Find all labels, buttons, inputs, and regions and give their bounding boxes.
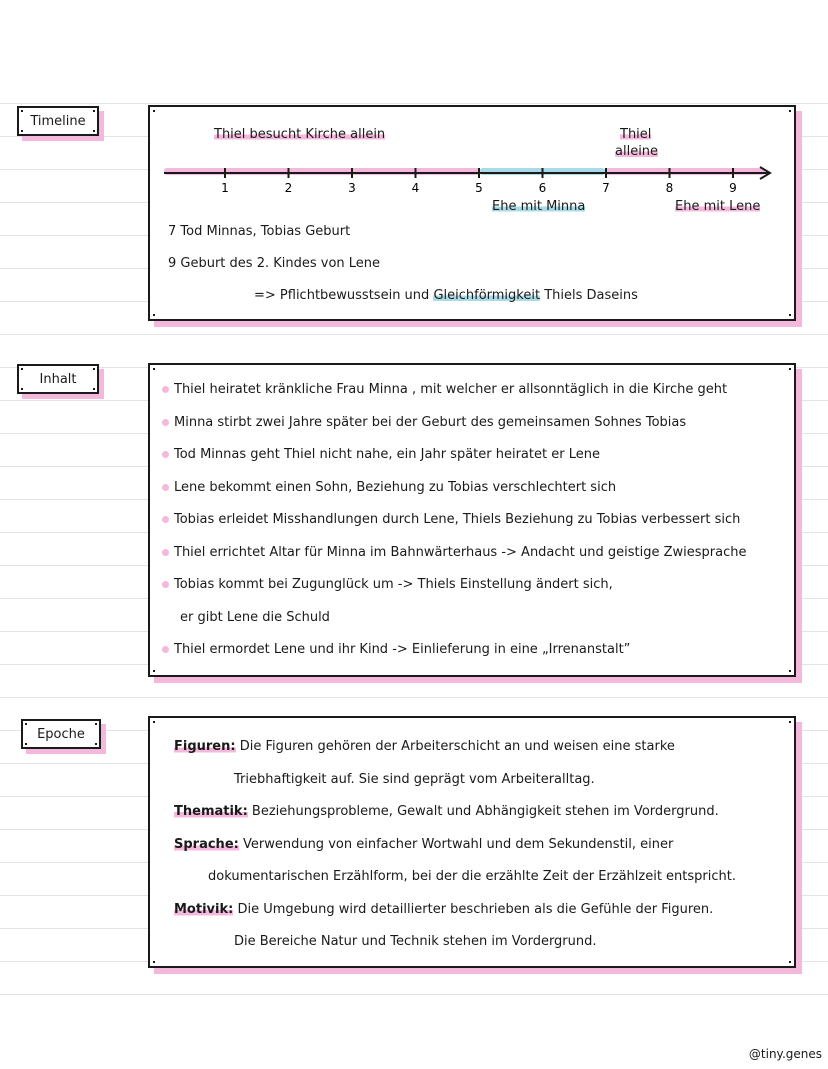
timeline-label (17, 106, 99, 136)
epoche-sprache-line-2: dokumentarischen Erzählform, bei der die erzählte Zeit der Erzählzeit entspricht. (208, 869, 736, 884)
author-handle: @tiny.genes (748, 1047, 822, 1061)
timeline-tick-label: 7 (602, 181, 610, 195)
bullet-dot-icon (162, 451, 169, 458)
timeline-tick-label: 6 (538, 181, 547, 195)
bullet-dot-icon (162, 646, 169, 653)
inhalt-label (17, 364, 99, 394)
inhalt-label-text: Inhalt (39, 371, 77, 387)
timeline-axis (150, 157, 798, 197)
timeline-tick-label: 8 (665, 181, 674, 195)
epoche-figuren-term: Figuren: (174, 739, 236, 754)
timeline-conclusion-suffix: Thiels Daseins (540, 288, 638, 303)
inhalt-panel (148, 363, 796, 677)
list-item: Minna stirbt zwei Jahre später bei der Geburt des gemeinsamen Sohnes Tobias (162, 415, 686, 430)
bullet-dot-icon (162, 484, 169, 491)
list-item: Thiel ermordet Lene und ihr Kind -> Einlieferung in eine „Irrenanstalt” (162, 642, 630, 657)
list-item: Thiel heiratet kränkliche Frau Minna , mit welcher er allsonntäglich in die Kirche geht (162, 382, 727, 397)
epoche-figuren-line-2: Triebhaftigkeit auf. Sie sind geprägt vom Arbeiteralltag. (234, 772, 595, 787)
bullet-dot-icon (162, 419, 169, 426)
bullet-dot-icon (162, 581, 169, 588)
timeline-conclusion (254, 288, 638, 303)
list-item-continuation: er gibt Lene die Schuld (180, 610, 330, 625)
epoche-label (21, 719, 101, 749)
timeline-tick-label: 5 (475, 181, 483, 195)
epoche-motivik-line-1: Motivik: Die Umgebung wird detaillierter beschrieben als die Gefühle der Figuren. (174, 902, 714, 917)
list-item: Lene bekommt einen Sohn, Beziehung zu Tobias verschlechtert sich (162, 480, 616, 495)
bullet-dot-icon (162, 516, 169, 523)
list-item: Tobias erleidet Misshandlungen durch Lene, Thiels Beziehung zu Tobias verbessert sich (162, 512, 740, 527)
timeline-event-alone-2: alleine (615, 144, 659, 159)
timeline-span-minna: Ehe mit Minna (492, 199, 586, 214)
timeline-conclusion-prefix: => Pflichtbewusstsein und (254, 288, 434, 303)
epoche-thematik-line: Thematik: Beziehungsprobleme, Gewalt und Abhängigkeit stehen im Vordergrund. (174, 804, 719, 819)
timeline-tick-label: 4 (411, 181, 420, 195)
timeline-tick-label: 9 (729, 181, 737, 195)
epoche-thematik-term: Thematik: (174, 804, 248, 819)
timeline-tick-label: 2 (284, 181, 293, 195)
bullet-dot-icon (162, 386, 169, 393)
timeline-label-text: Timeline (30, 113, 86, 129)
timeline-span-lene: Ehe mit Lene (675, 199, 761, 214)
timeline-tick-label: 3 (348, 181, 356, 195)
timeline-tick-label: 1 (221, 181, 229, 195)
epoche-sprache-line-1: Sprache: Verwendung von einfacher Wortwahl und dem Sekundenstil, einer (174, 837, 674, 852)
epoche-motivik-term: Motivik: (174, 902, 234, 917)
epoche-sprache-term: Sprache: (174, 837, 239, 852)
epoche-panel (148, 716, 796, 968)
timeline-event-church: Thiel besucht Kirche allein (214, 127, 386, 142)
list-item: Tod Minnas geht Thiel nicht nahe, ein Jahr später heiratet er Lene (162, 447, 600, 462)
timeline-note-2: 9 Geburt des 2. Kindes von Lene (168, 256, 381, 271)
epoche-motivik-line-2: Die Bereiche Natur und Technik stehen im Vordergrund. (234, 934, 597, 949)
timeline-conclusion-highlight: Gleichförmigkeit (433, 288, 541, 303)
list-item: Tobias kommt bei Zugunglück um -> Thiels Einstellung ändert sich, (162, 577, 613, 592)
timeline-note-1: 7 Tod Minnas, Tobias Geburt (168, 224, 351, 239)
timeline-event-alone-1: Thiel (620, 127, 652, 142)
epoche-figuren-line-1: Figuren: Die Figuren gehören der Arbeiterschicht an und weisen eine starke (174, 739, 675, 754)
bullet-dot-icon (162, 549, 169, 556)
list-item: Thiel errichtet Altar für Minna im Bahnwärterhaus -> Andacht und geistige Zwiesprache (162, 545, 746, 560)
epoche-label-text: Epoche (37, 726, 85, 742)
timeline-panel (148, 105, 796, 321)
